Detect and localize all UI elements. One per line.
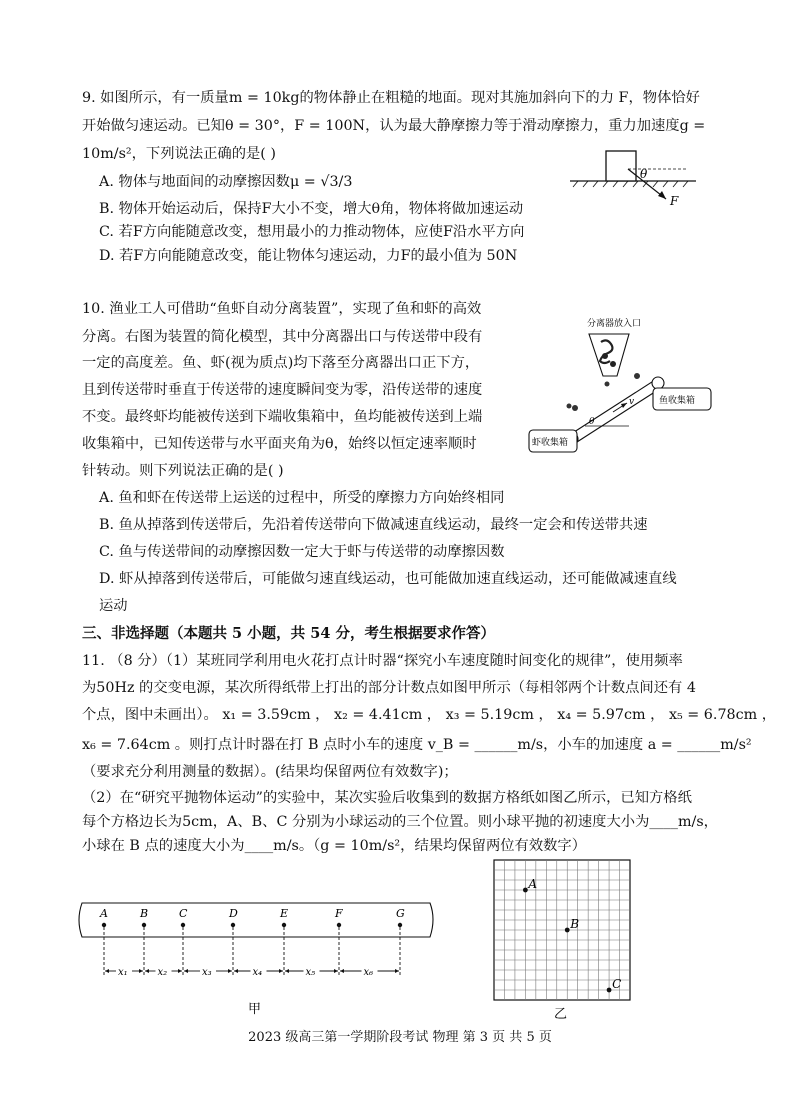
q10-stem-line-1: 10. 渔业工人可借助“鱼虾自动分离装置”，实现了鱼和虾的高效	[82, 301, 482, 317]
block	[606, 151, 636, 181]
arrow-head	[395, 969, 399, 973]
q9-block-force-figure	[566, 145, 706, 215]
segment-label: x₆	[363, 967, 374, 978]
tape-dot	[337, 923, 341, 927]
tape-dot	[398, 923, 402, 927]
tape-point-label: B	[140, 907, 149, 920]
tape-dot	[142, 923, 146, 927]
arrow-head	[234, 969, 238, 973]
segment-label: x₅	[305, 967, 316, 978]
q9-option-b: B. 物体开始运动后，保持F大小不变，增大θ角，物体将做加速运动	[99, 201, 524, 217]
grid-paper-figure	[492, 858, 637, 1023]
q11-line-1: 11. （8 分）（1）某班同学利用电火花打点计时器“探究小车速度随时间变化的规律”，使用频率	[82, 653, 683, 669]
q11-line-4: x₆ = 7.64cm 。则打点计时器在打 B 点时小车的速度 v_B = ______m/s，小车的加速度 a = ______m/s²	[82, 737, 752, 753]
q10-stem-line-5: 不变。最终虾均能被传送到下端收集箱中，鱼均能被传送到上端	[82, 409, 483, 425]
q9-option-c: C. 若F方向能随意改变，想用最小的力推动物体，应使F沿水平方向	[99, 224, 525, 240]
tape-point-label: A	[100, 907, 108, 920]
grid-point-label: A	[528, 877, 538, 891]
q9-option-a: A. 物体与地面间的动摩擦因数μ = √3/3	[99, 174, 353, 190]
q10-option-d-cont: 运动	[99, 598, 128, 614]
page-footer: 2023 级高三第一学期阶段考试 物理 第 3 页 共 5 页	[248, 1030, 552, 1045]
tape-point-label: G	[396, 907, 405, 920]
grid-caption: 乙	[554, 1007, 568, 1022]
arrow-head	[279, 969, 283, 973]
q11-line-6: （2）在“研究平抛物体运动”的实验中，某次实验后收集到的数据方格纸如图乙所示，已知方格纸	[82, 790, 692, 806]
arrow-head	[184, 969, 188, 973]
q10-stem-line-4: 且到传送带时垂直于传送带的速度瞬间变为零，沿传送带的速度	[82, 382, 483, 398]
tape-point-label: D	[229, 907, 238, 920]
q10-option-a: A. 鱼和虾在传送带上运送的过程中，所受的摩擦力方向始终相同	[99, 490, 505, 506]
arrow-head	[178, 969, 182, 973]
tape-dot	[282, 923, 286, 927]
tape-caption: 甲	[248, 1002, 262, 1017]
inlet-label: 分离器放入口	[587, 319, 642, 329]
q10-stem-line-7: 针转动。则下列说法正确的是( )	[82, 463, 284, 479]
grid-point-label: C	[612, 977, 622, 991]
segment-label: x₃	[202, 967, 212, 978]
q11-line-2: 为50Hz 的交变电源，某次所得纸带上打出的部分计数点如图甲所示（每相邻两个计数点间还有 4	[82, 680, 696, 696]
arrow-head	[228, 969, 232, 973]
segment-label: x₂	[157, 967, 168, 978]
q11-line-3: 个点，图中未画出）。 x₁ = 3.59cm ， x₂ = 4.41cm ， x₃ = 5.19cm ， x₄ = 5.97cm ， x₅ = 6.78cm ，	[82, 707, 777, 723]
q10-option-c: C. 鱼与传送带间的动摩擦因数一定大于虾与传送带的动摩擦因数	[99, 544, 505, 560]
segment-label: x₄	[252, 967, 263, 978]
q9-option-d: D. 若F方向能随意改变，能让物体匀速运动，力F的最小值为 50N	[99, 248, 518, 264]
angle-label: θ	[589, 417, 595, 427]
q10-option-b: B. 鱼从掉落到传送带后，先沿着传送带向下做减速直线运动，最终一定会和传送带共速	[99, 517, 648, 533]
grid-point	[523, 888, 528, 893]
grid-point-label: B	[570, 917, 580, 931]
q9-stem-line-3: 10m/s²，下列说法正确的是( )	[82, 146, 277, 162]
shrimp-box-label: 虾收集箱	[532, 438, 569, 448]
belt-velocity-label: v	[629, 397, 635, 407]
theta-label: θ	[640, 167, 648, 181]
q10-stem-line-6: 收集箱中，已知传送带与水平面夹角为θ，始终以恒定速率顺时	[82, 436, 477, 452]
tape-dot	[102, 923, 106, 927]
arrow-head	[105, 969, 109, 973]
q10-stem-line-2: 分离。右图为装置的简化模型，其中分离器出口与传送带中段有	[82, 329, 483, 345]
grid-point	[565, 928, 570, 933]
arrow-head	[334, 969, 338, 973]
arrow-head	[145, 969, 149, 973]
q11-line-5: （要求充分利用测量的数据）。(结果均保留两位有效数字)；	[82, 764, 458, 780]
q10-stem-line-3: 一定的高度差。鱼、虾(视为质点)均下落至分离器出口正下方，	[82, 355, 480, 371]
segment-label: x₁	[118, 967, 128, 978]
q10-separator-figure	[525, 312, 735, 462]
tape-point-label: E	[280, 907, 289, 920]
arrow-head	[285, 969, 289, 973]
q10-option-d: D. 虾从掉落到传送带后，可能做匀速直线运动，也可能做加速直线运动，还可能做减速直线	[99, 571, 677, 587]
force-label: F	[670, 194, 679, 208]
arrow-head	[340, 969, 344, 973]
q9-stem-line-2: 开始做匀速运动。已知θ = 30°，F = 100N，认为最大静摩擦力等于滑动摩擦力，重力加速度g =	[82, 118, 706, 134]
tape-point-label: F	[335, 907, 343, 920]
section-3-heading: 三、非选择题（本题共 5 小题，共 54 分，考生根据要求作答）	[82, 625, 495, 642]
arrow-head	[139, 969, 143, 973]
q9-stem-line-1: 9. 如图所示，有一质量m = 10kg的物体静止在粗糙的地面。现对其施加斜向下的力 F，物体恰好	[82, 90, 700, 106]
q11-line-8: 小球在 B 点的速度大小为____m/s。（g = 10m/s²，结果均保留两位有效数字）	[82, 838, 587, 854]
tape-dot	[231, 923, 235, 927]
tape-dot	[181, 923, 185, 927]
fish-box-label: 鱼收集箱	[659, 396, 696, 406]
q11-line-7: 每个方格边长为5cm，A、B、C 分别为小球运动的三个位置。则小球平抛的初速度大小为____m/s，	[82, 814, 718, 830]
tape-point-label: C	[179, 907, 188, 920]
separator-hopper	[589, 334, 629, 376]
paper-tape-figure	[78, 895, 438, 1020]
grid-point	[607, 988, 612, 993]
